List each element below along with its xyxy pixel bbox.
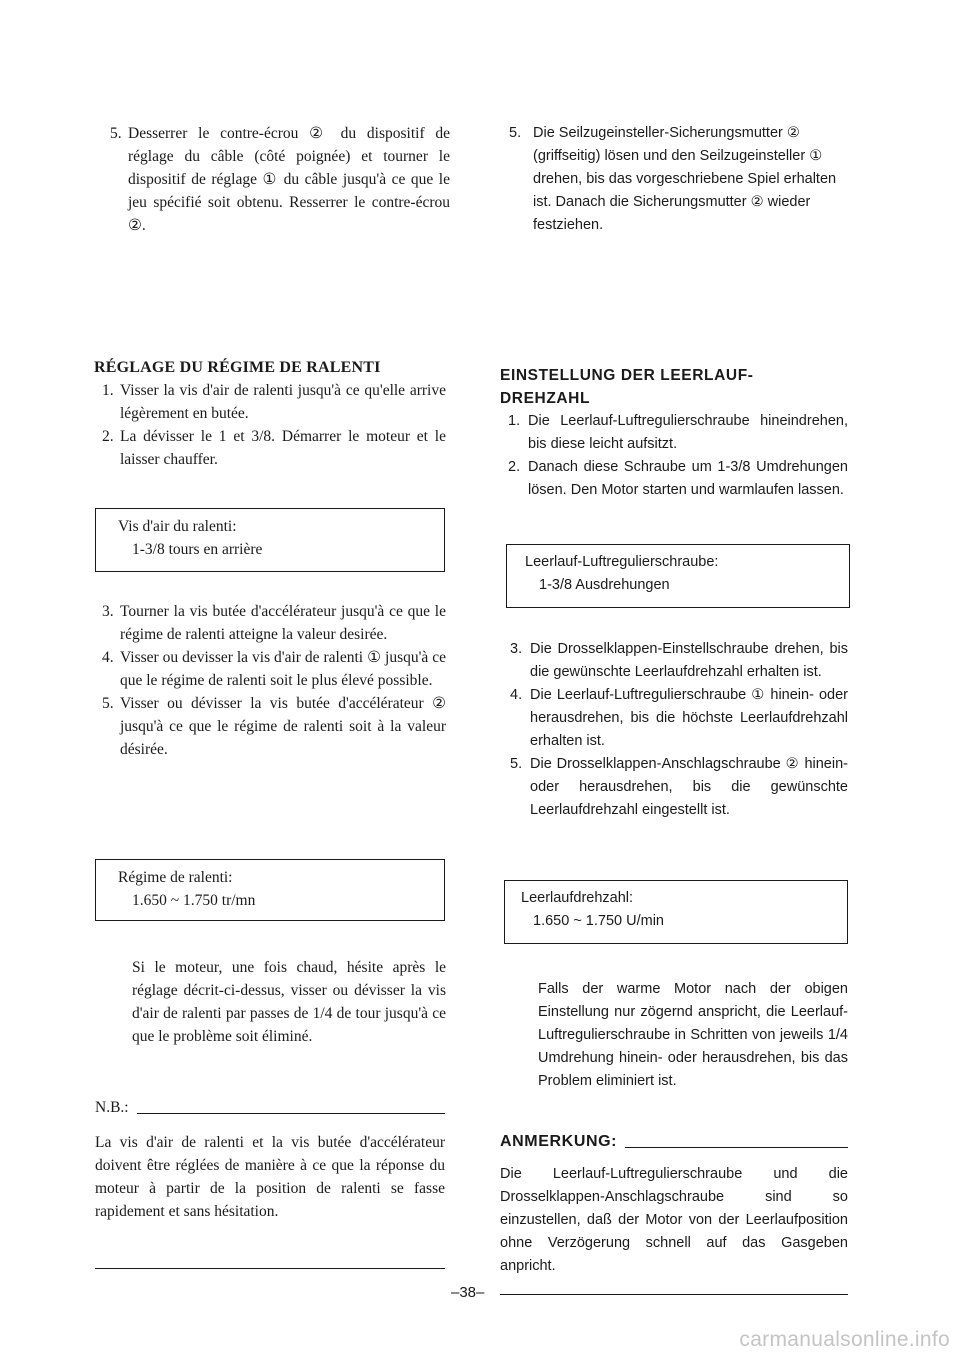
list-number: 5. [102, 695, 114, 712]
list-item [102, 600, 446, 646]
german-anmerkung-block [500, 1130, 848, 1278]
list-number: 1. [508, 413, 521, 429]
list-number: 3. [102, 603, 114, 620]
nb-rule [625, 1147, 848, 1148]
list-number: 4. [510, 687, 523, 703]
list-item [508, 456, 848, 502]
spec-value: 1.650 ~ 1.750 U/min [533, 913, 664, 929]
list-item [102, 425, 446, 471]
watermark: carmanualsonline.info [739, 1328, 950, 1351]
list-number: 4. [102, 649, 114, 666]
list-text: La dévisser le 1 et 3/8. Démarrer le moteur et le laisser chauffer. [120, 428, 446, 468]
spec-value: 1.650 ~ 1.750 tr/mn [132, 892, 256, 909]
spec-label: Leerlauf-Luftregulierschraube: [525, 554, 719, 570]
list-text: Die Drosselklappen-Anschlagschraube ② hinein-oder herausdrehen, bis die gewünschte Leerlaufdrehzahl eingestellt ist. [530, 756, 848, 818]
french-section-heading: RÉGLAGE DU RÉGIME DE RALENTI [94, 359, 381, 376]
french-step-5-cable [110, 122, 450, 237]
spec-label: Régime de ralenti: [118, 869, 233, 886]
german-idle-section [500, 364, 848, 502]
nb-label: N.B.: [95, 1099, 129, 1116]
list-text: Die Drosselklappen-Einstellschraube drehen, bis die gewünschte Leerlaufdrehzahl erhalten ist. [530, 641, 848, 680]
list-item [510, 684, 848, 753]
list-item [102, 692, 446, 761]
nb-rule [137, 1113, 445, 1114]
list-text: Tourner la vis butée d'accélérateur jusqu'à ce que le régime de ralenti atteigne la valeur desirée. [120, 603, 446, 643]
french-note-paragraph: Si le moteur, une fois chaud, hésite après le réglage décrit-ci-dessus, visser ou dévisser la vis d'air de ralenti par passes de 1/4 de tour jusqu'à ce que le problème soit éliminé. [132, 959, 446, 1045]
list-item [508, 410, 848, 456]
german-note-paragraph: Falls der warme Motor nach der obigen Einstellung nur zögernd anspricht, die Leerlauf-Luftregulierschraube in Schritten von jeweils 1/4 Umdrehung hinein- oder herausdrehen, bis das Problem eliminiert ist. [538, 981, 848, 1089]
german-bottom-rule [500, 1294, 848, 1295]
list-item [102, 379, 446, 425]
german-section-heading: EINSTELLUNG DER LEERLAUF-DREHZAHL [500, 367, 754, 407]
list-number: 5. [510, 756, 523, 772]
nb-text: La vis d'air de ralenti et la vis butée d'accélérateur doivent être réglées de manière à ce que la réponse du moteur à partir de la position de ralenti se fasse rapidement et sans hésitation. [95, 1134, 445, 1220]
french-bottom-rule [95, 1268, 445, 1269]
french-spec-box-idle-speed [95, 859, 445, 921]
german-spec-box-idle-speed [504, 880, 848, 944]
list-number: 5. [509, 125, 522, 141]
list-number: 1. [102, 382, 114, 399]
list-text: Die Leerlauf-Luftregulierschraube hineindrehen, bis diese leicht aufsitzt. [528, 413, 848, 452]
german-spec-box-idle-air-screw [506, 544, 850, 608]
list-text: Visser la vis d'air de ralenti jusqu'à ce qu'elle arrive légèrement en butée. [120, 382, 446, 422]
spec-label: Vis d'air du ralenti: [118, 518, 237, 535]
french-steps-3-5 [102, 600, 446, 761]
spec-value: 1-3/8 tours en arrière [132, 541, 263, 558]
french-nb-block [95, 1096, 445, 1223]
french-spec-box-idle-air-screw [95, 508, 445, 572]
nb-label: ANMERKUNG: [500, 1133, 618, 1150]
list-text: Die Seilzugeinsteller-Sicherungsmutter ② (griffseitig) lösen und den Seilzugeinsteller ① drehen, bis das vorgeschriebene Spiel erhalten ist. Danach die Sicherungsmutter ② wieder festziehen. [533, 125, 837, 233]
list-number: 2. [102, 428, 114, 445]
nb-heading-row [500, 1130, 848, 1153]
nb-text: Die Leerlauf-Luftregulierschraube und die Drosselklappen-Anschlagschraube sind so einzustellen, daß der Motor von der Leerlaufposition ohne Verzögerung schnell auf das Gasgeben anpricht. [500, 1166, 848, 1274]
list-text: Visser ou dévisser la vis butée d'accélérateur ② jusqu'à ce que le régime de ralenti soit à la valeur désirée. [120, 695, 446, 758]
list-item [102, 646, 446, 692]
list-number: 2. [508, 459, 521, 475]
list-text: Visser ou devisser la vis d'air de ralenti ① jusqu'à ce que le régime de ralenti soit le plus élevé possible. [120, 649, 446, 689]
german-step-5-cable [509, 122, 847, 237]
list-number: 5. [110, 125, 122, 142]
page-number: –38– [451, 1284, 485, 1301]
spec-value: 1-3/8 Ausdrehungen [539, 577, 670, 593]
spec-label: Leerlaufdrehzahl: [521, 890, 634, 906]
list-item [510, 753, 848, 822]
list-text: Danach diese Schraube um 1-3/8 Umdrehungen lösen. Den Motor starten und warmlaufen lassen. [528, 459, 848, 498]
list-text: Die Leerlauf-Luftregulierschraube ① hinein- oder herausdrehen, bis die höchste Leerlaufdrehzahl erhalten ist. [530, 687, 848, 749]
list-item [509, 122, 847, 237]
list-number: 3. [510, 641, 523, 657]
nb-heading-row [95, 1096, 445, 1119]
list-item [510, 638, 848, 684]
french-idle-section [94, 356, 446, 471]
list-text: Desserrer le contre-écrou ② du dispositif de réglage du câble (côté poignée) et tourner le dispositif de réglage ① du câble jusqu'à ce que le jeu spécifié soit obtenu. Resserrer le contre-écrou ②. [128, 125, 450, 234]
german-steps-3-5 [510, 638, 848, 822]
list-item [110, 122, 450, 237]
